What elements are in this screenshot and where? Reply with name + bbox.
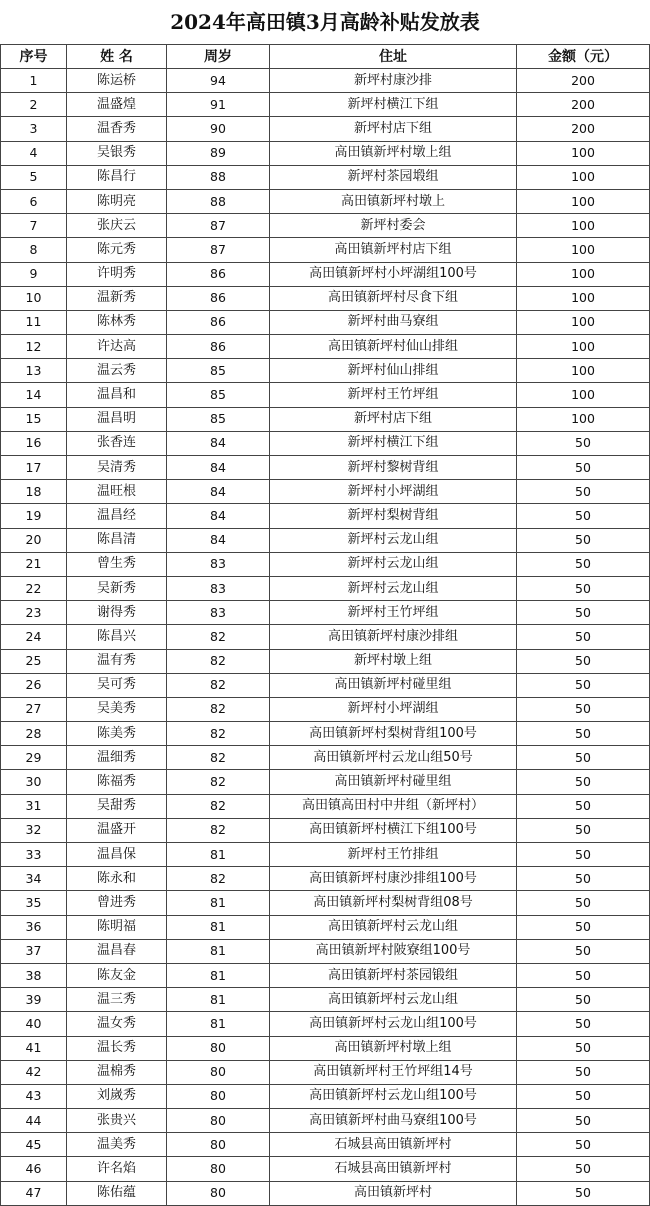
cell-serial: 2 [1,93,67,117]
table-row [1,310,650,334]
cell-serial: 6 [1,189,67,213]
cell-serial: 7 [1,214,67,238]
cell-age: 88 [167,189,270,213]
cell-age: 81 [167,988,270,1012]
table-body [1,69,650,1206]
cell-address: 高田镇新坪村云龙山组50号 [270,746,517,770]
cell-address: 高田镇新坪村碰里组 [270,673,517,697]
cell-address: 新坪村王竹排组 [270,843,517,867]
table-row [1,286,650,310]
cell-serial: 11 [1,310,67,334]
cell-serial: 41 [1,1036,67,1060]
cell-address: 高田镇新坪村陂寮组100号 [270,939,517,963]
cell-address: 高田镇新坪村梨树背组08号 [270,891,517,915]
cell-serial: 14 [1,383,67,407]
cell-amount: 100 [517,407,650,431]
cell-age: 81 [167,891,270,915]
cell-name: 吴可秀 [67,673,167,697]
cell-name: 陈友金 [67,963,167,987]
cell-name: 许名焰 [67,1157,167,1181]
cell-age: 82 [167,770,270,794]
cell-name: 温昌经 [67,504,167,528]
cell-age: 84 [167,456,270,480]
cell-address: 高田镇新坪村墩上组 [270,1036,517,1060]
header-row [1,45,650,69]
table-row [1,189,650,213]
cell-serial: 25 [1,649,67,673]
cell-amount: 50 [517,1012,650,1036]
cell-age: 84 [167,431,270,455]
cell-age: 80 [167,1181,270,1205]
cell-amount: 100 [517,359,650,383]
cell-name: 陈昌兴 [67,625,167,649]
cell-amount: 50 [517,746,650,770]
table-row [1,891,650,915]
cell-serial: 23 [1,601,67,625]
table-row [1,1060,650,1084]
cell-address: 高田镇新坪村碰里组 [270,770,517,794]
cell-amount: 50 [517,867,650,891]
cell-age: 84 [167,480,270,504]
cell-age: 86 [167,262,270,286]
cell-age: 85 [167,383,270,407]
cell-serial: 16 [1,431,67,455]
cell-name: 许达高 [67,335,167,359]
cell-name: 温细秀 [67,746,167,770]
cell-serial: 38 [1,963,67,987]
cell-age: 82 [167,673,270,697]
cell-amount: 100 [517,310,650,334]
cell-amount: 50 [517,1133,650,1157]
cell-name: 陈元秀 [67,238,167,262]
cell-address: 高田镇新坪村横江下组100号 [270,818,517,842]
table-row [1,456,650,480]
table-row [1,1133,650,1157]
cell-serial: 45 [1,1133,67,1157]
cell-name: 吴银秀 [67,141,167,165]
cell-amount: 50 [517,988,650,1012]
cell-amount: 100 [517,141,650,165]
cell-name: 温盛煌 [67,93,167,117]
cell-age: 94 [167,69,270,93]
cell-age: 81 [167,939,270,963]
cell-name: 张贵兴 [67,1109,167,1133]
cell-address: 高田镇新坪村康沙排组100号 [270,867,517,891]
table-row [1,1036,650,1060]
cell-serial: 43 [1,1084,67,1108]
table-row [1,335,650,359]
cell-serial: 30 [1,770,67,794]
cell-age: 91 [167,93,270,117]
cell-amount: 50 [517,576,650,600]
cell-address: 新坪村仙山排组 [270,359,517,383]
header-name: 姓 名 [67,45,167,69]
table-row [1,480,650,504]
cell-name: 陈明福 [67,915,167,939]
table-row [1,673,650,697]
table-row [1,770,650,794]
cell-address: 新坪村王竹坪组 [270,601,517,625]
cell-address: 新坪村王竹坪组 [270,383,517,407]
cell-address: 新坪村委会 [270,214,517,238]
table-row [1,601,650,625]
cell-address: 高田镇新坪村康沙排组 [270,625,517,649]
cell-address: 高田镇新坪村 [270,1181,517,1205]
cell-name: 陈昌清 [67,528,167,552]
cell-age: 84 [167,528,270,552]
cell-amount: 50 [517,673,650,697]
cell-amount: 200 [517,93,650,117]
cell-serial: 22 [1,576,67,600]
table-row [1,117,650,141]
cell-address: 高田镇高田村中井组（新坪村） [270,794,517,818]
cell-age: 80 [167,1157,270,1181]
cell-amount: 50 [517,431,650,455]
table-row [1,504,650,528]
cell-name: 许明秀 [67,262,167,286]
cell-age: 80 [167,1109,270,1133]
cell-amount: 100 [517,335,650,359]
cell-name: 曾生秀 [67,552,167,576]
cell-amount: 50 [517,1060,650,1084]
cell-address: 新坪村横江下组 [270,431,517,455]
cell-name: 陈昌行 [67,165,167,189]
cell-address: 新坪村小坪湖组 [270,697,517,721]
cell-amount: 50 [517,770,650,794]
header-address: 住址 [270,45,517,69]
cell-amount: 50 [517,818,650,842]
cell-amount: 50 [517,939,650,963]
table-row [1,625,650,649]
cell-name: 刘嵗秀 [67,1084,167,1108]
cell-serial: 15 [1,407,67,431]
cell-name: 张庆云 [67,214,167,238]
table-row [1,528,650,552]
table-row [1,697,650,721]
cell-name: 温香秀 [67,117,167,141]
table-row [1,867,650,891]
cell-address: 高田镇新坪村王竹坪组14号 [270,1060,517,1084]
cell-name: 谢得秀 [67,601,167,625]
cell-serial: 10 [1,286,67,310]
cell-name: 吴甜秀 [67,794,167,818]
cell-address: 高田镇新坪村梨树背组100号 [270,722,517,746]
cell-address: 高田镇新坪村尽食下组 [270,286,517,310]
cell-name: 陈美秀 [67,722,167,746]
cell-age: 81 [167,963,270,987]
cell-age: 90 [167,117,270,141]
cell-serial: 12 [1,335,67,359]
cell-address: 高田镇新坪村云龙山组100号 [270,1012,517,1036]
cell-age: 83 [167,576,270,600]
cell-name: 陈林秀 [67,310,167,334]
cell-serial: 44 [1,1109,67,1133]
cell-amount: 50 [517,697,650,721]
table-row [1,963,650,987]
header-serial: 序号 [1,45,67,69]
cell-address: 新坪村曲马寮组 [270,310,517,334]
cell-amount: 100 [517,214,650,238]
cell-amount: 100 [517,189,650,213]
cell-serial: 4 [1,141,67,165]
table-row [1,214,650,238]
cell-name: 温昌和 [67,383,167,407]
cell-age: 81 [167,843,270,867]
cell-age: 87 [167,214,270,238]
cell-serial: 3 [1,117,67,141]
cell-serial: 34 [1,867,67,891]
cell-name: 陈永和 [67,867,167,891]
cell-age: 87 [167,238,270,262]
cell-name: 张香连 [67,431,167,455]
subsidy-table [0,44,650,1206]
cell-name: 温三秀 [67,988,167,1012]
table-row [1,1012,650,1036]
cell-address: 新坪村墩上组 [270,649,517,673]
cell-address: 高田镇新坪村墩上组 [270,141,517,165]
cell-age: 82 [167,649,270,673]
cell-name: 陈佑蕴 [67,1181,167,1205]
cell-name: 温昌保 [67,843,167,867]
cell-age: 86 [167,335,270,359]
cell-address: 新坪村云龙山组 [270,552,517,576]
table-row [1,1084,650,1108]
cell-name: 温盛开 [67,818,167,842]
cell-name: 陈福秀 [67,770,167,794]
cell-serial: 33 [1,843,67,867]
cell-address: 新坪村云龙山组 [270,576,517,600]
cell-serial: 1 [1,69,67,93]
cell-amount: 50 [517,480,650,504]
cell-address: 新坪村店下组 [270,117,517,141]
table-row [1,746,650,770]
cell-serial: 35 [1,891,67,915]
cell-amount: 100 [517,165,650,189]
cell-amount: 50 [517,722,650,746]
cell-address: 新坪村小坪湖组 [270,480,517,504]
cell-serial: 36 [1,915,67,939]
cell-name: 温长秀 [67,1036,167,1060]
cell-amount: 100 [517,262,650,286]
cell-serial: 21 [1,552,67,576]
table-row [1,431,650,455]
cell-address: 高田镇新坪村曲马寮组100号 [270,1109,517,1133]
cell-age: 80 [167,1036,270,1060]
cell-serial: 24 [1,625,67,649]
table-row [1,843,650,867]
cell-amount: 50 [517,625,650,649]
cell-address: 高田镇新坪村云龙山组 [270,988,517,1012]
cell-amount: 50 [517,794,650,818]
cell-name: 温新秀 [67,286,167,310]
cell-name: 陈明亮 [67,189,167,213]
cell-amount: 100 [517,383,650,407]
header-amount: 金额（元） [517,45,650,69]
cell-address: 高田镇新坪村小坪湖组100号 [270,262,517,286]
cell-name: 陈运桥 [67,69,167,93]
cell-serial: 42 [1,1060,67,1084]
cell-age: 83 [167,601,270,625]
cell-amount: 50 [517,1157,650,1181]
table-row [1,69,650,93]
cell-amount: 50 [517,552,650,576]
cell-age: 82 [167,746,270,770]
cell-address: 高田镇新坪村云龙山组 [270,915,517,939]
cell-serial: 32 [1,818,67,842]
cell-address: 新坪村云龙山组 [270,528,517,552]
cell-age: 82 [167,867,270,891]
table-row [1,262,650,286]
cell-age: 85 [167,359,270,383]
cell-age: 81 [167,1012,270,1036]
cell-amount: 50 [517,1181,650,1205]
cell-amount: 100 [517,238,650,262]
cell-age: 82 [167,794,270,818]
cell-age: 86 [167,286,270,310]
cell-serial: 29 [1,746,67,770]
cell-serial: 19 [1,504,67,528]
table-row [1,818,650,842]
cell-address: 新坪村店下组 [270,407,517,431]
cell-amount: 50 [517,891,650,915]
cell-amount: 50 [517,1036,650,1060]
table-row [1,238,650,262]
cell-serial: 28 [1,722,67,746]
cell-name: 温有秀 [67,649,167,673]
table-row [1,407,650,431]
table-row [1,939,650,963]
cell-serial: 18 [1,480,67,504]
table-row [1,93,650,117]
cell-age: 82 [167,697,270,721]
cell-serial: 39 [1,988,67,1012]
cell-age: 80 [167,1084,270,1108]
cell-address: 高田镇新坪村云龙山组100号 [270,1084,517,1108]
cell-serial: 17 [1,456,67,480]
cell-serial: 40 [1,1012,67,1036]
header-age: 周岁 [167,45,270,69]
cell-address: 高田镇新坪村墩上 [270,189,517,213]
cell-age: 84 [167,504,270,528]
cell-serial: 27 [1,697,67,721]
cell-amount: 50 [517,1109,650,1133]
table-row [1,722,650,746]
cell-address: 高田镇新坪村仙山排组 [270,335,517,359]
cell-amount: 50 [517,528,650,552]
table-row [1,141,650,165]
cell-amount: 50 [517,963,650,987]
cell-address: 新坪村康沙排 [270,69,517,93]
cell-serial: 13 [1,359,67,383]
cell-age: 86 [167,310,270,334]
table-row [1,1157,650,1181]
cell-address: 石城县高田镇新坪村 [270,1157,517,1181]
table-row [1,576,650,600]
cell-age: 81 [167,915,270,939]
cell-serial: 31 [1,794,67,818]
cell-address: 新坪村横江下组 [270,93,517,117]
cell-name: 吴新秀 [67,576,167,600]
cell-serial: 20 [1,528,67,552]
cell-age: 88 [167,165,270,189]
cell-name: 温女秀 [67,1012,167,1036]
cell-name: 吴清秀 [67,456,167,480]
cell-amount: 200 [517,117,650,141]
cell-address: 新坪村茶园塅组 [270,165,517,189]
cell-amount: 50 [517,456,650,480]
table-row [1,794,650,818]
cell-amount: 50 [517,1084,650,1108]
page-title: 2024年高田镇3月高龄补贴发放表 [170,10,480,34]
cell-serial: 47 [1,1181,67,1205]
cell-age: 89 [167,141,270,165]
cell-amount: 50 [517,843,650,867]
cell-address: 新坪村黎树背组 [270,456,517,480]
cell-name: 温美秀 [67,1133,167,1157]
cell-age: 83 [167,552,270,576]
cell-name: 温昌春 [67,939,167,963]
cell-name: 温云秀 [67,359,167,383]
cell-address: 石城县高田镇新坪村 [270,1133,517,1157]
cell-amount: 50 [517,504,650,528]
table-row [1,383,650,407]
cell-serial: 46 [1,1157,67,1181]
cell-amount: 50 [517,915,650,939]
cell-amount: 50 [517,601,650,625]
cell-serial: 37 [1,939,67,963]
cell-name: 温旺根 [67,480,167,504]
cell-name: 吴美秀 [67,697,167,721]
table-row [1,552,650,576]
cell-address: 新坪村梨树背组 [270,504,517,528]
cell-address: 高田镇新坪村店下组 [270,238,517,262]
cell-age: 80 [167,1133,270,1157]
cell-serial: 8 [1,238,67,262]
table-row [1,649,650,673]
cell-name: 温棉秀 [67,1060,167,1084]
cell-address: 高田镇新坪村茶园锻组 [270,963,517,987]
cell-amount: 200 [517,69,650,93]
cell-age: 82 [167,818,270,842]
cell-amount: 100 [517,286,650,310]
table-row [1,165,650,189]
cell-serial: 9 [1,262,67,286]
table-row [1,1181,650,1205]
cell-amount: 50 [517,649,650,673]
table-row [1,988,650,1012]
cell-age: 82 [167,722,270,746]
cell-serial: 5 [1,165,67,189]
cell-serial: 26 [1,673,67,697]
cell-age: 82 [167,625,270,649]
cell-age: 85 [167,407,270,431]
cell-age: 80 [167,1060,270,1084]
cell-name: 曾进秀 [67,891,167,915]
table-row [1,359,650,383]
cell-name: 温昌明 [67,407,167,431]
table-row [1,1109,650,1133]
table-row [1,915,650,939]
